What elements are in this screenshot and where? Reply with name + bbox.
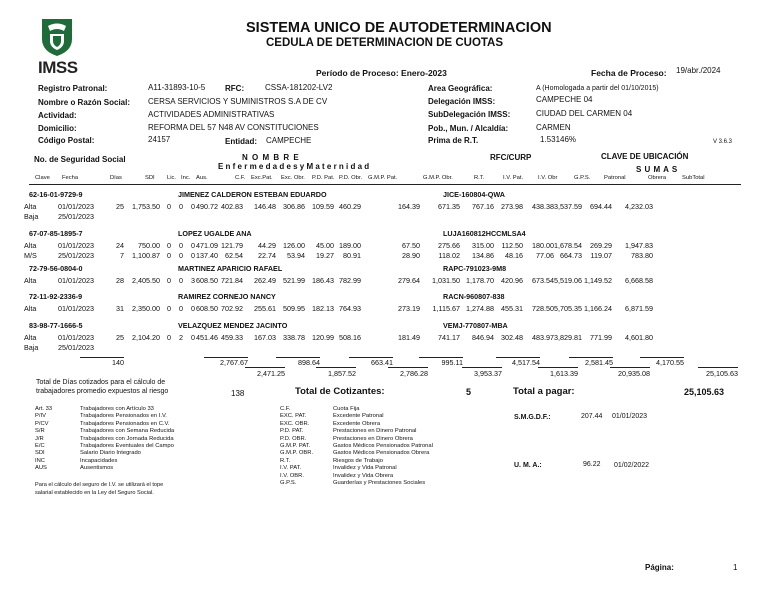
- imss-logo-text: IMSS: [38, 58, 78, 77]
- cell-pdobr: 120.99: [312, 333, 334, 342]
- total-ivpat: 4,517.54: [512, 358, 540, 367]
- cell-excobr: 262.49: [254, 276, 276, 285]
- row-fecha: 01/01/2023: [58, 202, 94, 211]
- cell-ivpat: 315.00: [472, 241, 494, 250]
- delegacion-label: Delegación IMSS:: [428, 97, 496, 106]
- total-subtotal: 25,105.63: [706, 369, 738, 378]
- row-fecha: 01/01/2023: [58, 276, 94, 285]
- sum-line: [698, 367, 738, 368]
- legend-code: G.M.P. PAT.: [280, 443, 311, 449]
- cell-gmppat: 508.16: [339, 333, 361, 342]
- nombre-label: Nombre o Razón Social:: [38, 98, 131, 107]
- legend-desc: Trabajadores Eventuales del Campo: [80, 443, 174, 449]
- area-label: Area Geográfica:: [428, 84, 493, 93]
- row-clave: Baja: [24, 343, 39, 352]
- row-clave: Alta: [24, 276, 37, 285]
- registro-value: A11-31893-10-5: [148, 83, 206, 92]
- cell-pdobr: 186.43: [312, 276, 334, 285]
- column-header: Lic.: [167, 175, 177, 181]
- legend-desc: Trabajadores Pensionados en C.V.: [80, 420, 170, 427]
- fecha-proceso-value: 19/abr./2024: [676, 66, 721, 75]
- cell-patronal: 5,519.06: [554, 276, 582, 285]
- worker-nss: 62-16-01-9729-9: [29, 190, 83, 199]
- total-pdobr: 663.41: [371, 358, 393, 367]
- total-ivobr: 1,613.39: [550, 369, 578, 378]
- column-header: Clave: [35, 175, 50, 181]
- cell-ivobr: 273.98: [501, 202, 523, 211]
- entidad-label: Entidad:: [225, 137, 257, 146]
- cotizantes-label: Total de Cotizantes:: [295, 386, 385, 397]
- legend-code: J/R: [35, 435, 44, 442]
- legend-desc: Salario Diario Integrado: [80, 450, 141, 457]
- total-gps: 2,581.45: [585, 358, 613, 367]
- cell-pdpat: 53.94: [287, 251, 305, 260]
- cell-rt: 671.35: [438, 202, 460, 211]
- legend-desc: Riesgos de Trabajo: [333, 457, 383, 464]
- worker-rfc: VEMJ-770807-MBA: [443, 321, 508, 330]
- column-header: P.D. Obr.: [339, 175, 363, 181]
- promedio-label-1: Total de Días cotizados para el cálculo de: [36, 379, 166, 386]
- column-header: P.D. Pat.: [312, 175, 335, 181]
- prima-label: Prima de R.T.: [428, 136, 479, 145]
- cell-patronal: 5,705.35: [554, 304, 582, 313]
- cell-pdpat: 126.00: [283, 241, 305, 250]
- cell-patronal: 664.73: [560, 251, 582, 260]
- cell-aus: 0: [191, 333, 195, 342]
- cell-sdi: 1,753.50: [132, 202, 160, 211]
- cell-dias: 24: [116, 241, 124, 250]
- cell-dias: 25: [116, 202, 124, 211]
- total-patronal: 20,935.08: [618, 369, 650, 378]
- cell-gmpobr: 67.50: [402, 241, 420, 250]
- sum-line: [316, 367, 356, 368]
- worker-rfc: JICE-160804-QWA: [443, 190, 505, 199]
- prima-value: 1.53146%: [540, 135, 577, 144]
- cell-cf: 451.46: [196, 333, 218, 342]
- page-label: Página:: [645, 563, 674, 572]
- note-line-2: salarial establecido en la Ley del Seguro Social.: [35, 490, 154, 496]
- delegacion-value: CAMPECHE 04: [536, 95, 593, 104]
- sum-line: [538, 367, 578, 368]
- col-rfc-header: RFC/CURP: [490, 153, 532, 162]
- worker-rfc: LUJA160812HCCMLSA4: [443, 229, 526, 238]
- row-fecha: 01/01/2023: [58, 304, 94, 313]
- cell-ivobr: 302.48: [501, 333, 523, 342]
- cell-pdobr: 109.59: [312, 202, 334, 211]
- worker-name: VELAZQUEZ MENDEZ JACINTO: [178, 321, 288, 330]
- legend-code: EXC. OBR.: [280, 420, 310, 427]
- column-header: C.F.: [235, 175, 246, 181]
- cell-gmppat: 80.91: [343, 251, 361, 260]
- cell-sdi: 2,104.20: [132, 333, 160, 342]
- cell-patronal: 3,829.81: [554, 333, 582, 342]
- nombre-value: CERSA SERVICIOS Y SUMINISTROS S.A DE CV: [148, 97, 328, 106]
- column-header: Fecha: [62, 175, 79, 181]
- cell-subtotal: 1,947.83: [625, 241, 653, 250]
- cell-sdi: 1,100.87: [132, 251, 160, 260]
- actividad-label: Actividad:: [38, 111, 77, 120]
- row-fecha: 01/01/2023: [58, 333, 94, 342]
- cell-pdpat: 521.99: [283, 276, 305, 285]
- cell-inc: 2: [179, 333, 183, 342]
- pob-label: Pob., Mun. / Alcaldía:: [428, 124, 509, 133]
- cell-gmpobr: 28.90: [402, 251, 420, 260]
- cell-gps: 180.00: [532, 241, 554, 250]
- col-nss-header: No. de Seguridad Social: [34, 155, 126, 164]
- column-header: SDI: [145, 175, 155, 181]
- row-fecha: 25/01/2023: [58, 212, 94, 221]
- worker-name: RAMIREZ CORNEJO NANCY: [178, 292, 276, 301]
- cell-excpat: 121.79: [221, 241, 243, 250]
- domicilio-label: Domicilio:: [38, 124, 77, 133]
- cell-patronal: 1,678.54: [554, 241, 582, 250]
- cell-aus: 3: [191, 276, 195, 285]
- fecha-proceso-label: Fecha de Proceso:: [591, 68, 667, 78]
- legend-code: E/C: [35, 443, 45, 449]
- column-header: Días: [110, 175, 122, 181]
- cell-sdi: 750.00: [138, 241, 160, 250]
- row-fecha: 25/01/2023: [58, 251, 94, 260]
- cell-obrera: 119.07: [590, 251, 612, 260]
- rfc-value: CSSA-181202-LV2: [265, 83, 333, 92]
- cell-subtotal: 4,601.80: [625, 333, 653, 342]
- page-number: 1: [733, 563, 738, 572]
- cell-pdobr: 182.13: [312, 304, 334, 313]
- cell-lic: 0: [167, 276, 171, 285]
- cell-lic: 0: [167, 333, 171, 342]
- legend-desc: Trabajadores con Semana Reducida: [80, 428, 175, 435]
- cell-inc: 0: [179, 241, 183, 250]
- legend-code: INC: [35, 457, 45, 464]
- legend-desc: Gastos Médicos Pensionados Obrera: [333, 450, 430, 457]
- cell-pdpat: 509.95: [283, 304, 305, 313]
- legend-code: P/CV: [35, 420, 49, 427]
- cell-excobr: 167.03: [254, 333, 276, 342]
- column-header: Exc.Pat.: [251, 175, 273, 181]
- col-nombre-header: N O M B R E: [242, 153, 300, 162]
- cell-excpat: 402.83: [221, 202, 243, 211]
- periodo-proceso: Período de Proceso: Enero-2023: [316, 68, 447, 78]
- legend-code: P/IV: [35, 413, 46, 420]
- worker-nss: 72-79-56-0804-0: [29, 264, 83, 273]
- legend-code: G.P.S.: [280, 480, 297, 486]
- legend-desc: Excedente Obrera: [333, 420, 381, 427]
- total-pagar-value: 25,105.63: [684, 387, 725, 397]
- cell-excobr: 22.74: [258, 251, 276, 260]
- cell-dias: 7: [120, 251, 124, 260]
- worker-name: JIMENEZ CALDERON ESTEBAN EDUARDO: [178, 190, 327, 199]
- worker-name: LOPEZ UGALDE ANA: [178, 229, 252, 238]
- cell-ivobr: 48.16: [505, 251, 523, 260]
- column-header: Inc.: [181, 175, 191, 181]
- cell-excobr: 44.29: [258, 241, 276, 250]
- cell-inc: 0: [179, 251, 183, 260]
- actividad-value: ACTIVIDADES ADMINISTRATIVAS: [148, 110, 275, 119]
- version-label: V 3.6.3: [713, 139, 733, 145]
- cell-pdpat: 306.86: [283, 202, 305, 211]
- uma-date: 01/02/2022: [614, 462, 650, 469]
- legend-code: P.D. PAT.: [280, 428, 304, 435]
- row-clave: Alta: [24, 202, 37, 211]
- worker-nss: 83-98-77-1666-5: [29, 321, 83, 330]
- worker-nss: 67-07-85-1895-7: [29, 229, 83, 238]
- legend-code: Art. 33: [35, 406, 53, 412]
- legend-code: AUS: [35, 465, 47, 472]
- cell-gmpobr: 279.64: [398, 276, 420, 285]
- cell-dias: 25: [116, 333, 124, 342]
- cell-cf: 137.40: [196, 251, 218, 260]
- worker-rfc: RAPC-791023-9M8: [443, 264, 507, 273]
- pob-value: CARMEN: [536, 123, 571, 132]
- rfc-label: RFC:: [225, 84, 245, 93]
- cell-obrera: 771.99: [590, 333, 612, 342]
- total-rt: 3,953.37: [474, 369, 502, 378]
- legend-desc: Trabajadores con Artículo 33: [80, 406, 154, 412]
- cell-gmppat: 460.29: [339, 202, 361, 211]
- total-pdpat: 1,857.52: [328, 369, 356, 378]
- legend-desc: Guarderías y Prestaciones Sociales: [333, 480, 426, 486]
- cell-subtotal: 4,232.03: [625, 202, 653, 211]
- row-clave: Alta: [24, 304, 37, 313]
- legend-code: G.M.P. OBR.: [280, 450, 314, 457]
- cell-rt: 1,115.67: [432, 304, 460, 313]
- cell-lic: 0: [167, 202, 171, 211]
- legend-code: P.D. OBR.: [280, 435, 307, 442]
- subdelegacion-label: SubDelegación IMSS:: [428, 110, 511, 119]
- cell-inc: 0: [179, 276, 183, 285]
- entidad-value: CAMPECHE: [266, 136, 312, 145]
- legend-desc: Invalidez y Vida Patronal: [333, 465, 397, 472]
- column-header: Exc. Obr.: [281, 175, 305, 181]
- column-header: Aus.: [196, 175, 208, 181]
- legend-desc: Gastos Médicos Pensionados Patronal: [333, 443, 433, 449]
- cell-gps: 483.97: [532, 333, 554, 342]
- legend-desc: Trabajadores Pensionados en I.V.: [80, 413, 167, 420]
- legend-desc: Invalidez y Vida Obrera: [333, 472, 394, 479]
- row-clave: M/S: [24, 251, 37, 260]
- cell-rt: 275.66: [438, 241, 460, 250]
- cell-pdpat: 338.78: [283, 333, 305, 342]
- cell-excobr: 255.61: [254, 304, 276, 313]
- cell-subtotal: 6,668.58: [625, 276, 653, 285]
- page-subtitle: CEDULA DE DETERMINACION DE CUOTAS: [266, 37, 504, 49]
- cell-sdi: 2,405.50: [132, 276, 160, 285]
- sum-line: [610, 367, 650, 368]
- row-clave: Alta: [24, 241, 37, 250]
- cell-lic: 0: [167, 241, 171, 250]
- cell-rt: 1,031.50: [432, 276, 460, 285]
- sum-line: [462, 367, 502, 368]
- uma-value: 96.22: [583, 461, 601, 468]
- total-excobr: 898.64: [298, 358, 320, 367]
- cell-cf: 490.72: [196, 202, 218, 211]
- column-header: I.V. Obr: [538, 175, 558, 181]
- worker-name: MARTINEZ APARICIO RAFAEL: [178, 264, 283, 273]
- cell-obrera: 269.29: [590, 241, 612, 250]
- cell-aus: 0: [191, 304, 195, 313]
- column-header: Obrera: [648, 175, 667, 181]
- column-header: G.P.S.: [574, 175, 591, 181]
- uma-label: U. M. A.:: [514, 462, 542, 469]
- legend-desc: Excedente Patronal: [333, 413, 384, 420]
- cell-ivpat: 767.16: [472, 202, 494, 211]
- cell-gmpobr: 164.39: [398, 202, 420, 211]
- cell-gmpobr: 273.19: [398, 304, 420, 313]
- cp-value: 24157: [148, 135, 171, 144]
- cell-aus: 0: [191, 202, 195, 211]
- promedio-value: 138: [231, 389, 245, 398]
- total-excpat: 2,471.25: [257, 369, 285, 378]
- total-obrera: 4,170.55: [656, 358, 684, 367]
- cell-excobr: 146.48: [254, 202, 276, 211]
- cell-excpat: 721.84: [221, 276, 243, 285]
- legend-code: SDI: [35, 450, 45, 457]
- column-header: SubTotal: [682, 175, 705, 181]
- cell-sdi: 2,350.00: [132, 304, 160, 313]
- cell-ivpat: 134.86: [472, 251, 494, 260]
- cell-aus: 0: [191, 251, 195, 260]
- legend-code: EXC. PAT.: [280, 413, 307, 420]
- row-fecha: 01/01/2023: [58, 241, 94, 250]
- registro-label: Registro Patronal:: [38, 84, 108, 93]
- cell-ivpat: 1,274.88: [466, 304, 494, 313]
- row-fecha: 25/01/2023: [58, 343, 94, 352]
- sumas-header: S U M A S: [636, 165, 678, 174]
- cell-obrera: 1,149.52: [584, 276, 612, 285]
- smgdf-date: 01/01/2023: [612, 413, 648, 420]
- cell-excpat: 702.92: [221, 304, 243, 313]
- cell-cf: 608.50: [196, 304, 218, 313]
- smgdf-label: S.M.G.D.F.:: [514, 414, 551, 421]
- legend-desc: Ausentismos: [80, 465, 114, 472]
- cell-rt: 118.02: [438, 251, 460, 260]
- total-cf: 2,767.67: [220, 358, 248, 367]
- column-header: G.M.P. Obr.: [423, 175, 453, 181]
- column-header: I.V. Pat.: [503, 175, 524, 181]
- domicilio-value: REFORMA DEL 57 N48 AV CONSTITUCIONES: [148, 123, 319, 132]
- cell-cf: 471.09: [196, 241, 218, 250]
- cell-rt: 741.17: [438, 333, 460, 342]
- row-clave: Baja: [24, 212, 39, 221]
- sum-line: [245, 367, 285, 368]
- cell-aus: 0: [191, 241, 195, 250]
- cell-gps: 77.06: [536, 251, 554, 260]
- cell-ivpat: 846.94: [472, 333, 494, 342]
- subdelegacion-value: CIUDAD DEL CARMEN 04: [536, 109, 633, 118]
- legend-code: C.F.: [280, 406, 291, 412]
- cell-dias: 31: [116, 304, 124, 313]
- cell-gps: 728.50: [532, 304, 554, 313]
- cp-label: Código Postal:: [38, 136, 95, 145]
- imss-logo-icon: [38, 17, 76, 57]
- cell-gmppat: 782.99: [339, 276, 361, 285]
- cell-inc: 0: [179, 304, 183, 313]
- column-header: Patronal: [604, 175, 626, 181]
- worker-rfc: RACN-960807-838: [443, 292, 505, 301]
- enfermedades-header: E n f e r m e d a d e s y M a t e r n i d a d: [218, 162, 370, 171]
- column-header: R.T.: [474, 175, 485, 181]
- cell-gmppat: 189.00: [339, 241, 361, 250]
- cell-lic: 0: [167, 251, 171, 260]
- cell-excpat: 459.33: [221, 333, 243, 342]
- worker-nss: 72-11-92-2336-9: [29, 292, 83, 301]
- cell-ivobr: 420.96: [501, 276, 523, 285]
- cell-patronal: 3,537.59: [554, 202, 582, 211]
- cell-obrera: 694.44: [590, 202, 612, 211]
- legend-desc: Cuota Fija: [333, 406, 360, 412]
- cell-excpat: 62.54: [225, 251, 243, 260]
- legend-desc: Incapacidades: [80, 457, 118, 464]
- legend-code: I.V. PAT.: [280, 465, 302, 472]
- cell-subtotal: 6,871.59: [625, 304, 653, 313]
- row-clave: Alta: [24, 333, 37, 342]
- cell-inc: 0: [179, 202, 183, 211]
- cell-lic: 0: [167, 304, 171, 313]
- legend-code: I.V. OBR.: [280, 472, 304, 479]
- cell-gmpobr: 181.49: [398, 333, 420, 342]
- cell-ivpat: 1,178.70: [466, 276, 494, 285]
- header-divider: [29, 184, 741, 185]
- cotizantes-value: 5: [466, 387, 472, 397]
- legend-desc: Prestaciones en Dinero Obrera: [333, 435, 413, 442]
- area-value: A (Homologada a partir del 01/10/2015): [536, 85, 659, 92]
- sum-line: [388, 367, 428, 368]
- cell-obrera: 1,166.24: [584, 304, 612, 313]
- cell-pdobr: 45.00: [316, 241, 334, 250]
- legend-code: S/R: [35, 428, 45, 435]
- cell-gps: 438.38: [532, 202, 554, 211]
- cell-gmppat: 764.93: [339, 304, 361, 313]
- cell-dias: 28: [116, 276, 124, 285]
- cell-subtotal: 783.80: [631, 251, 653, 260]
- total-pagar-label: Total a pagar:: [513, 386, 575, 397]
- promedio-label-2: trabajadores promedio expuestos al riesgo: [36, 388, 169, 395]
- total-gmpobr: 995.11: [441, 358, 463, 367]
- cell-pdobr: 19.27: [316, 251, 334, 260]
- col-ubicacion-header: CLAVE DE UBICACIÓN: [601, 152, 689, 161]
- cell-gps: 673.54: [532, 276, 554, 285]
- total-dias: 140: [112, 358, 124, 367]
- total-gmppat: 2,786.28: [400, 369, 428, 378]
- legend-desc: Prestaciones en Dinero Patronal: [333, 428, 417, 435]
- smgdf-value: 207.44: [581, 413, 603, 420]
- column-header: G.M.P. Pat.: [368, 175, 398, 181]
- cell-cf: 608.50: [196, 276, 218, 285]
- page-title: SISTEMA UNICO DE AUTODETERMINACION: [246, 20, 552, 36]
- legend-code: R.T.: [280, 457, 291, 464]
- cell-ivobr: 455.31: [501, 304, 523, 313]
- note-line-1: Para el cálculo del seguro de I.V. se utilizará el tope: [35, 482, 164, 488]
- legend-desc: Trabajadores con Jornada Reducida: [80, 435, 174, 442]
- cell-ivobr: 112.50: [501, 241, 523, 250]
